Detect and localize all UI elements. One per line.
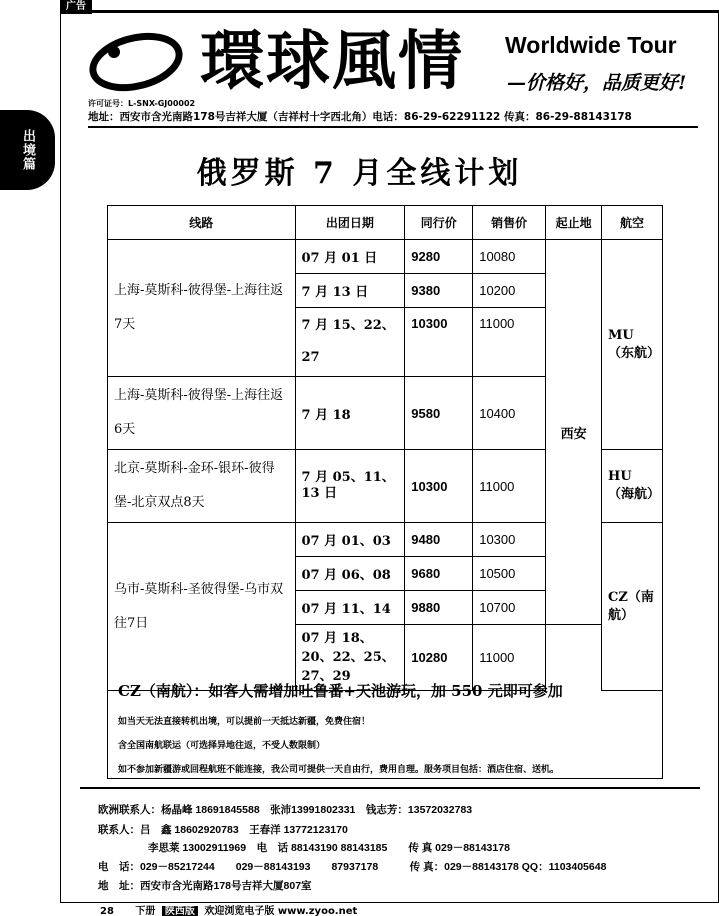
peer-price-cell: 9880 (405, 591, 473, 625)
sale-price-cell: 10200 (473, 274, 546, 308)
date-cell: 07 月 06、08 (295, 557, 405, 591)
header-peer-price: 同行价 (405, 206, 473, 240)
note-line: 如不参加新疆游或回程航班不能连接，我公司可提供一天自由行，费用自理。服务项目包括：酒店住宿、送机。 (118, 765, 560, 775)
airline-cell: HU（海航） (602, 450, 663, 523)
note-line: 含全国南航联运（可选择异地往返，不受人数限制） (118, 741, 326, 751)
sale-price-cell: 10700 (473, 591, 546, 625)
header-route: 线路 (108, 206, 296, 240)
sale-price-cell: 10500 (473, 557, 546, 591)
airline-cell: CZ（南航） (602, 523, 663, 691)
note-line: 如当天无法直接转机出境，可以提前一天抵达新疆，免费住宿！ (118, 717, 371, 727)
date-cell: 7 月 05、11、13 日 (295, 450, 405, 523)
peer-price-cell: 9280 (405, 240, 473, 274)
origin-cell: 西安 (546, 240, 602, 625)
footer-link[interactable]: 欢迎浏览电子版 www.zyoo.net (204, 906, 358, 916)
tour-schedule-table (107, 205, 663, 691)
brand-name-en: Worldwide Tour (505, 32, 677, 58)
page-title: 俄罗斯 7 月全线计划 (196, 156, 523, 191)
contact-phone: 电 话：029－85217244 029－88143193 87937178 传 真：029－88143178 QQ：1103405648 (98, 861, 607, 873)
date-cell: 7 月 15、22、27 (295, 308, 405, 377)
peer-price-cell: 9480 (405, 523, 473, 557)
peer-price-cell: 9580 (405, 377, 473, 450)
peer-price-cell: 9380 (405, 274, 473, 308)
airline-cell: MU（东航） (602, 240, 663, 450)
contacts-divider (80, 787, 700, 789)
peer-price-cell: 10280 (405, 625, 473, 691)
peer-price-cell: 9680 (405, 557, 473, 591)
peer-price-cell: 10300 (405, 308, 473, 377)
ad-tag: 广告 (60, 0, 92, 14)
route-cell: 北京-莫斯科-金环-银环-彼得堡-北京双点8天 (108, 450, 296, 523)
contact-address: 地 址：西安市含光南路178号吉祥大厦807室 (98, 880, 312, 892)
sale-price-cell: 10400 (473, 377, 546, 450)
sale-price-cell: 10080 (473, 240, 546, 274)
page-footer (100, 902, 357, 916)
brand-name-cn: 環球風情 (200, 25, 464, 99)
route-cell: 上海-莫斯科-彼得堡-上海往返7天 (108, 240, 296, 377)
table-row (108, 240, 663, 274)
license-number: 许可证号：L-SNX-GJ00002 (88, 99, 196, 108)
route-cell: 乌市-莫斯科-圣彼得堡-乌市双往7日 (108, 523, 296, 691)
header-origin: 起止地 (546, 206, 602, 240)
sale-price-cell: 11000 (473, 308, 546, 377)
date-cell: 07 月 18、20、22、25、27、29 (295, 625, 405, 691)
contact-persons: 联系人：吕 鑫 18602920783 王春洋 13772123170 (98, 824, 348, 836)
note-main: CZ（南航）：如客人需增加吐鲁番+天池游玩，加 550 元即可参加 (118, 682, 563, 700)
brand-slogan: —价格好，品质更好! (507, 72, 687, 94)
contact-europe: 欧洲联系人：杨晶峰 18691845588 张沛13991802331 钱志芳：13572032783 (98, 804, 473, 816)
date-cell: 7 月 13 日 (295, 274, 405, 308)
date-cell: 07 月 01、03 (295, 523, 405, 557)
page-number: 28 (100, 906, 114, 916)
header-divider (88, 126, 698, 128)
sale-price-cell: 11000 (473, 625, 546, 691)
contact-persons-2: 李思莱 13002911969 电 话 88143190 88143185 传 真 029－88143178 (148, 842, 510, 854)
sale-price-cell: 10300 (473, 523, 546, 557)
date-cell: 07 月 11、14 (295, 591, 405, 625)
header-sale-price: 销售价 (473, 206, 546, 240)
header-date: 出团日期 (295, 206, 405, 240)
route-cell: 上海-莫斯科-彼得堡-上海往返6天 (108, 377, 296, 450)
notes-box (107, 674, 663, 779)
peer-price-cell: 10300 (405, 450, 473, 523)
sale-price-cell: 11000 (473, 450, 546, 523)
volume-label: 下册 (135, 906, 156, 916)
date-cell: 7 月 18 (295, 377, 405, 450)
section-tab: 出境篇 (0, 110, 55, 190)
company-address-line: 地址：西安市含光南路178号吉祥大厦（吉祥村十字西北角）电话：86-29-62291122 传真：86-29-88143178 (88, 111, 632, 123)
edition-badge: 陕西版 (162, 906, 198, 916)
header-airline: 航空 (602, 206, 663, 240)
date-cell: 07 月 01 日 (295, 240, 405, 274)
globe-logo-icon (88, 28, 184, 92)
table-header-row (108, 206, 663, 240)
